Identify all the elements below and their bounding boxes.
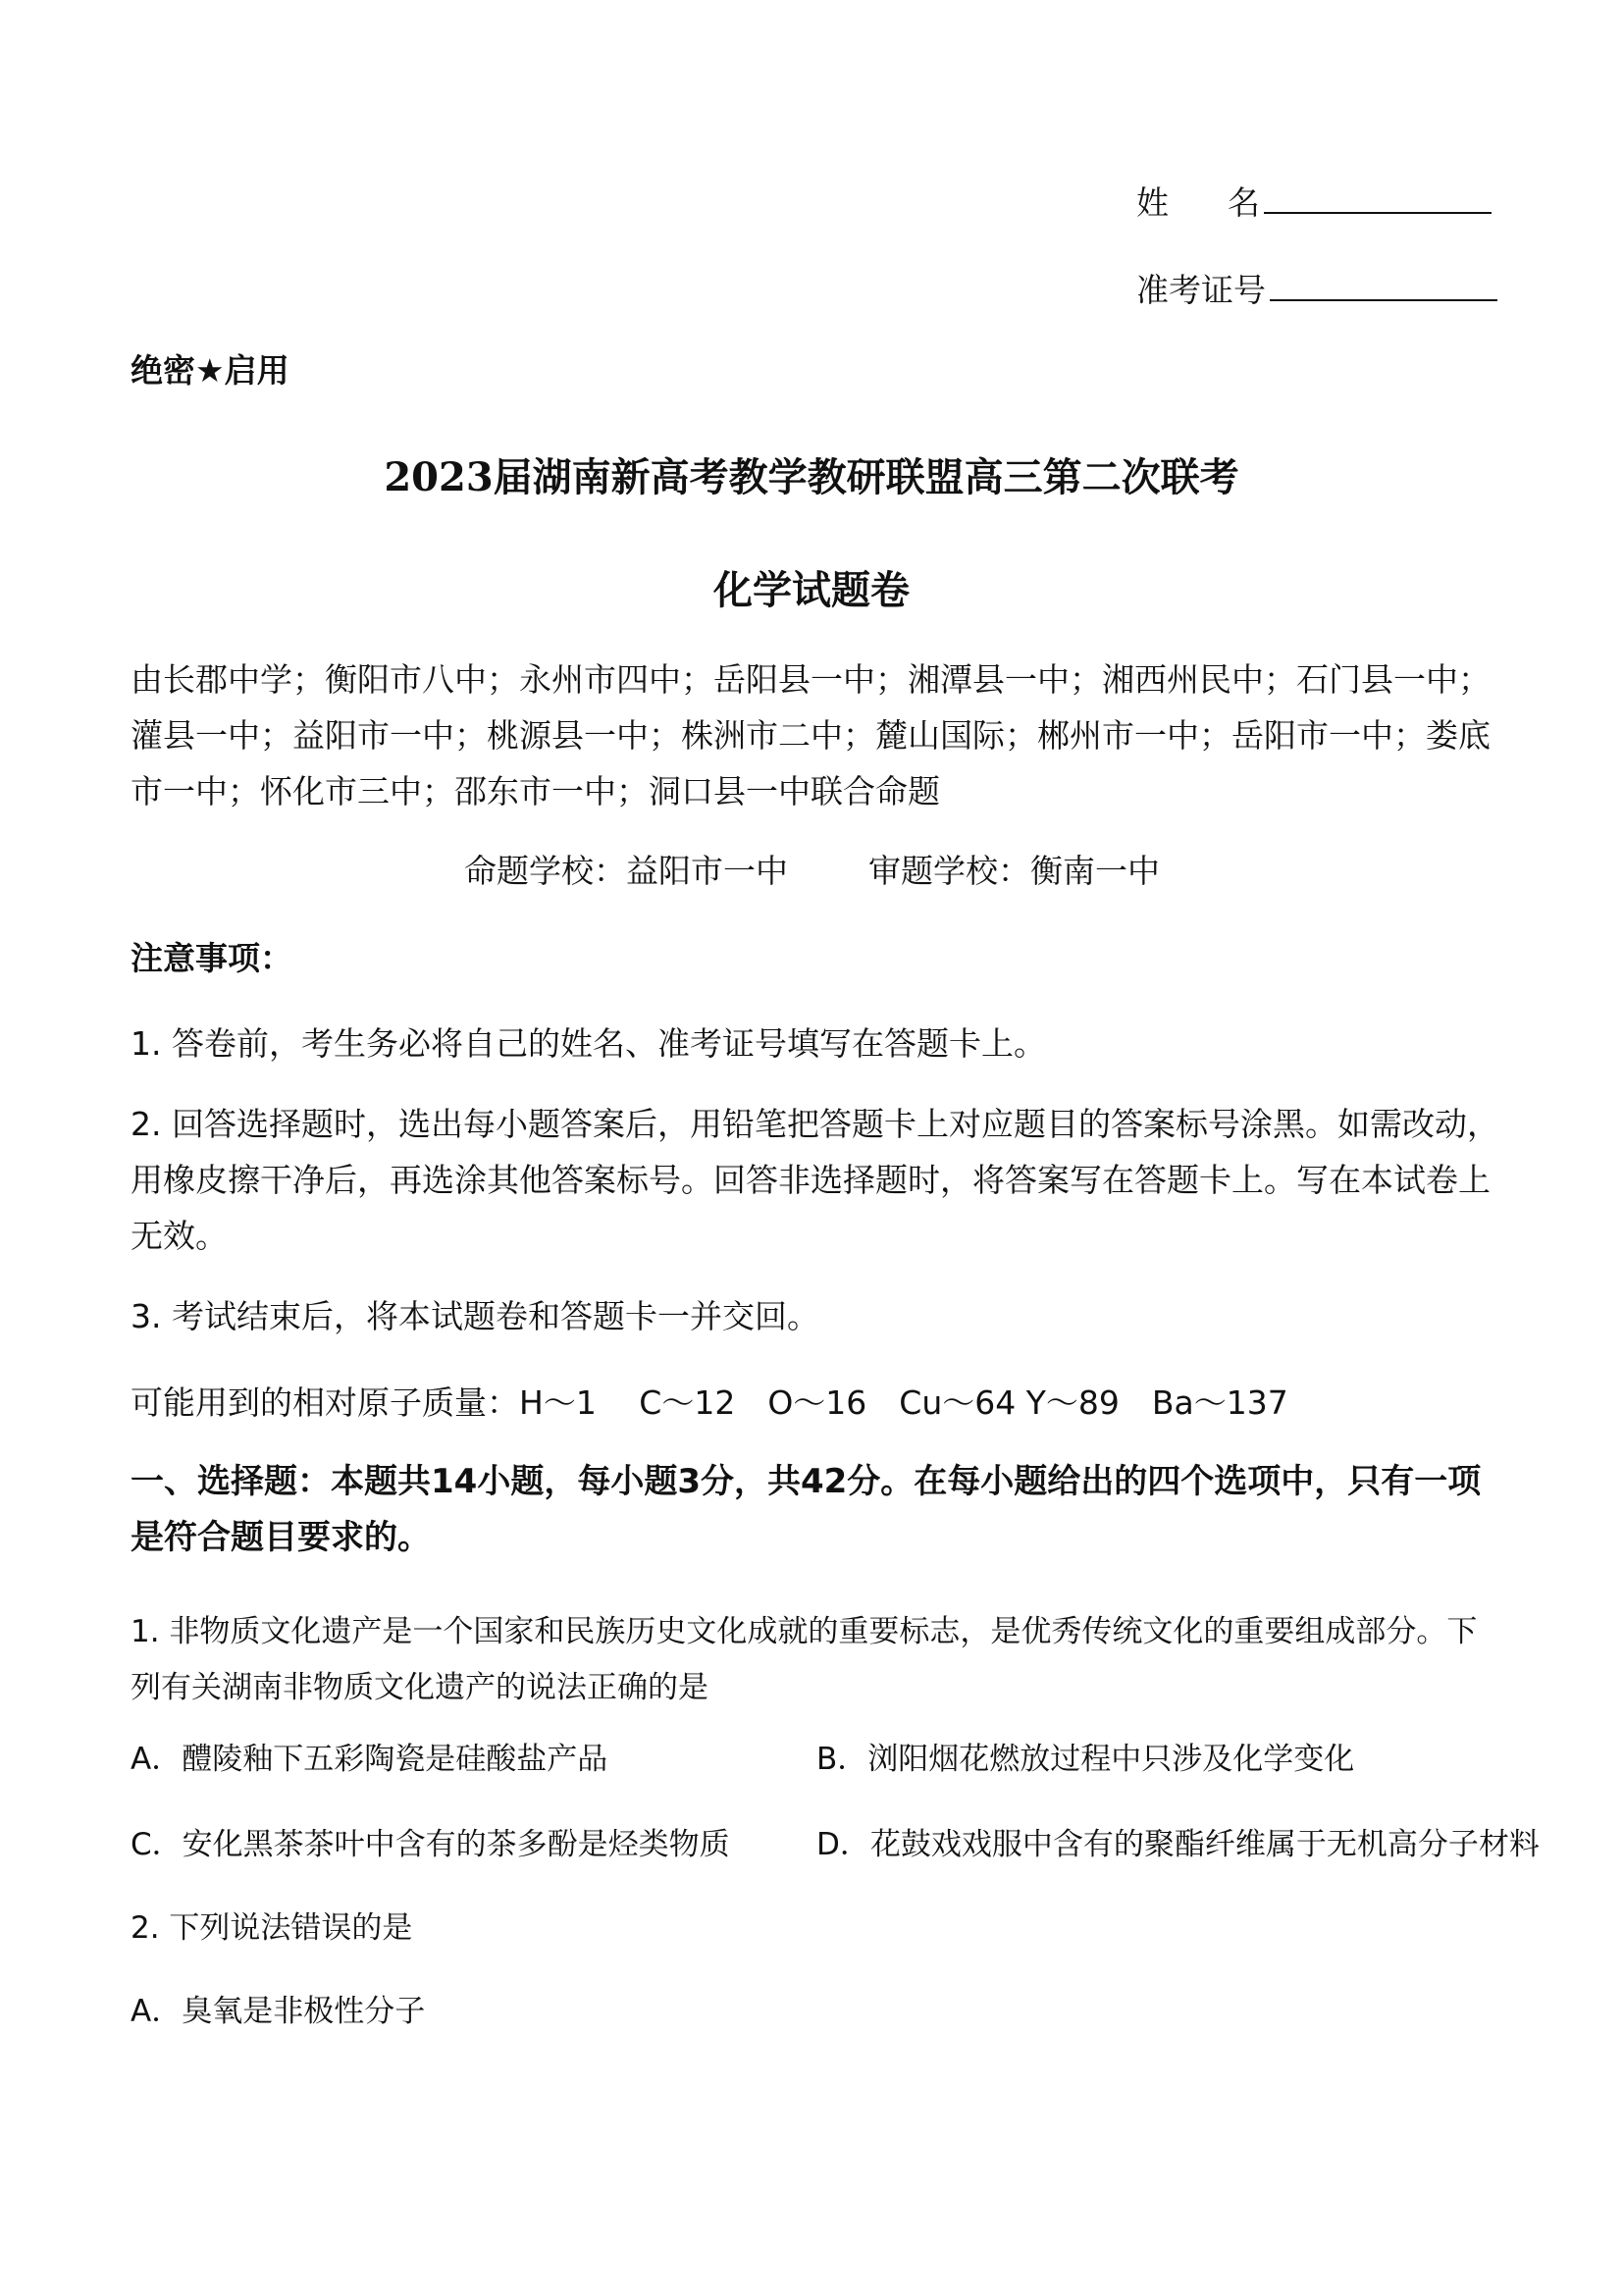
- secret-mark: 绝密★启用: [131, 351, 289, 390]
- notes-heading: 注意事项：: [131, 939, 292, 977]
- question-stem: 1. 非物质文化遗产是一个国家和民族历史文化成就的重要标志，是优秀传统文化的重要组成部分。下列有关湖南非物质文化遗产的说法正确的是: [131, 1614, 1478, 1705]
- question-option: C．安化黑茶茶叶中含有的茶多酚是烃类物质: [131, 1827, 730, 1862]
- ticket-blank: [1270, 270, 1497, 301]
- reviewer-school: 审题学校：衡南一中: [868, 852, 1160, 890]
- name-label: 姓名: [1136, 183, 1319, 222]
- note-item: 1. 答卷前，考生务必将自己的姓名、准考证号填写在答题卡上。: [131, 1024, 1046, 1063]
- note-item: 2. 回答选择题时，选出每小题答案后，用铅笔把答题卡上对应题目的答案标号涂黑。如需改动，用橡皮擦干净后，再选涂其他答案标号。回答非选择题时，将答案写在答题卡上。写在本试卷上无效。: [131, 1105, 1499, 1255]
- name-field: [1136, 183, 1492, 223]
- ticket-field: [1136, 270, 1497, 310]
- exam-title: 2023届湖南新高考教学教研联盟高三第二次联考: [384, 454, 1239, 500]
- schools-text: 由长郡中学；衡阳市八中；永州市四中；岳阳县一中；湘潭县一中；湘西州民中；石门县一中；灌县一中；益阳市一中；桃源县一中；株洲市二中；麓山国际；郴州市一中；岳阳市一中；娄底市一中；怀化市三中；邵东市一中；洞口县一中联合命题: [131, 660, 1491, 810]
- name-blank: [1264, 183, 1492, 214]
- section1-heading: 一、选择题：本题共14小题，每小题3分，共42分。在每小题给出的四个选项中，只有一项是符合题目要求的。: [131, 1462, 1482, 1557]
- atomic-masses: 可能用到的相对原子质量：H～1 C～12 O～16 Cu～64 Y～89 Ba～137: [131, 1383, 1288, 1422]
- question-option: A．醴陵釉下五彩陶瓷是硅酸盐产品: [131, 1742, 608, 1777]
- question-option: B．浏阳烟花燃放过程中只涉及化学变化: [816, 1742, 1355, 1777]
- setter-school: 命题学校：益阳市一中: [464, 852, 788, 890]
- question-option: D．花鼓戏戏服中含有的聚酯纤维属于无机高分子材料: [816, 1827, 1540, 1862]
- exam-subtitle: 化学试题卷: [713, 567, 910, 613]
- note-item: 3. 考试结束后，将本试题卷和答题卡一并交回。: [131, 1297, 819, 1335]
- ticket-label: 准考证号: [1136, 271, 1266, 309]
- question-stem: 2. 下列说法错误的是: [131, 1910, 413, 1946]
- question-option: A．臭氧是非极性分子: [131, 1994, 426, 2029]
